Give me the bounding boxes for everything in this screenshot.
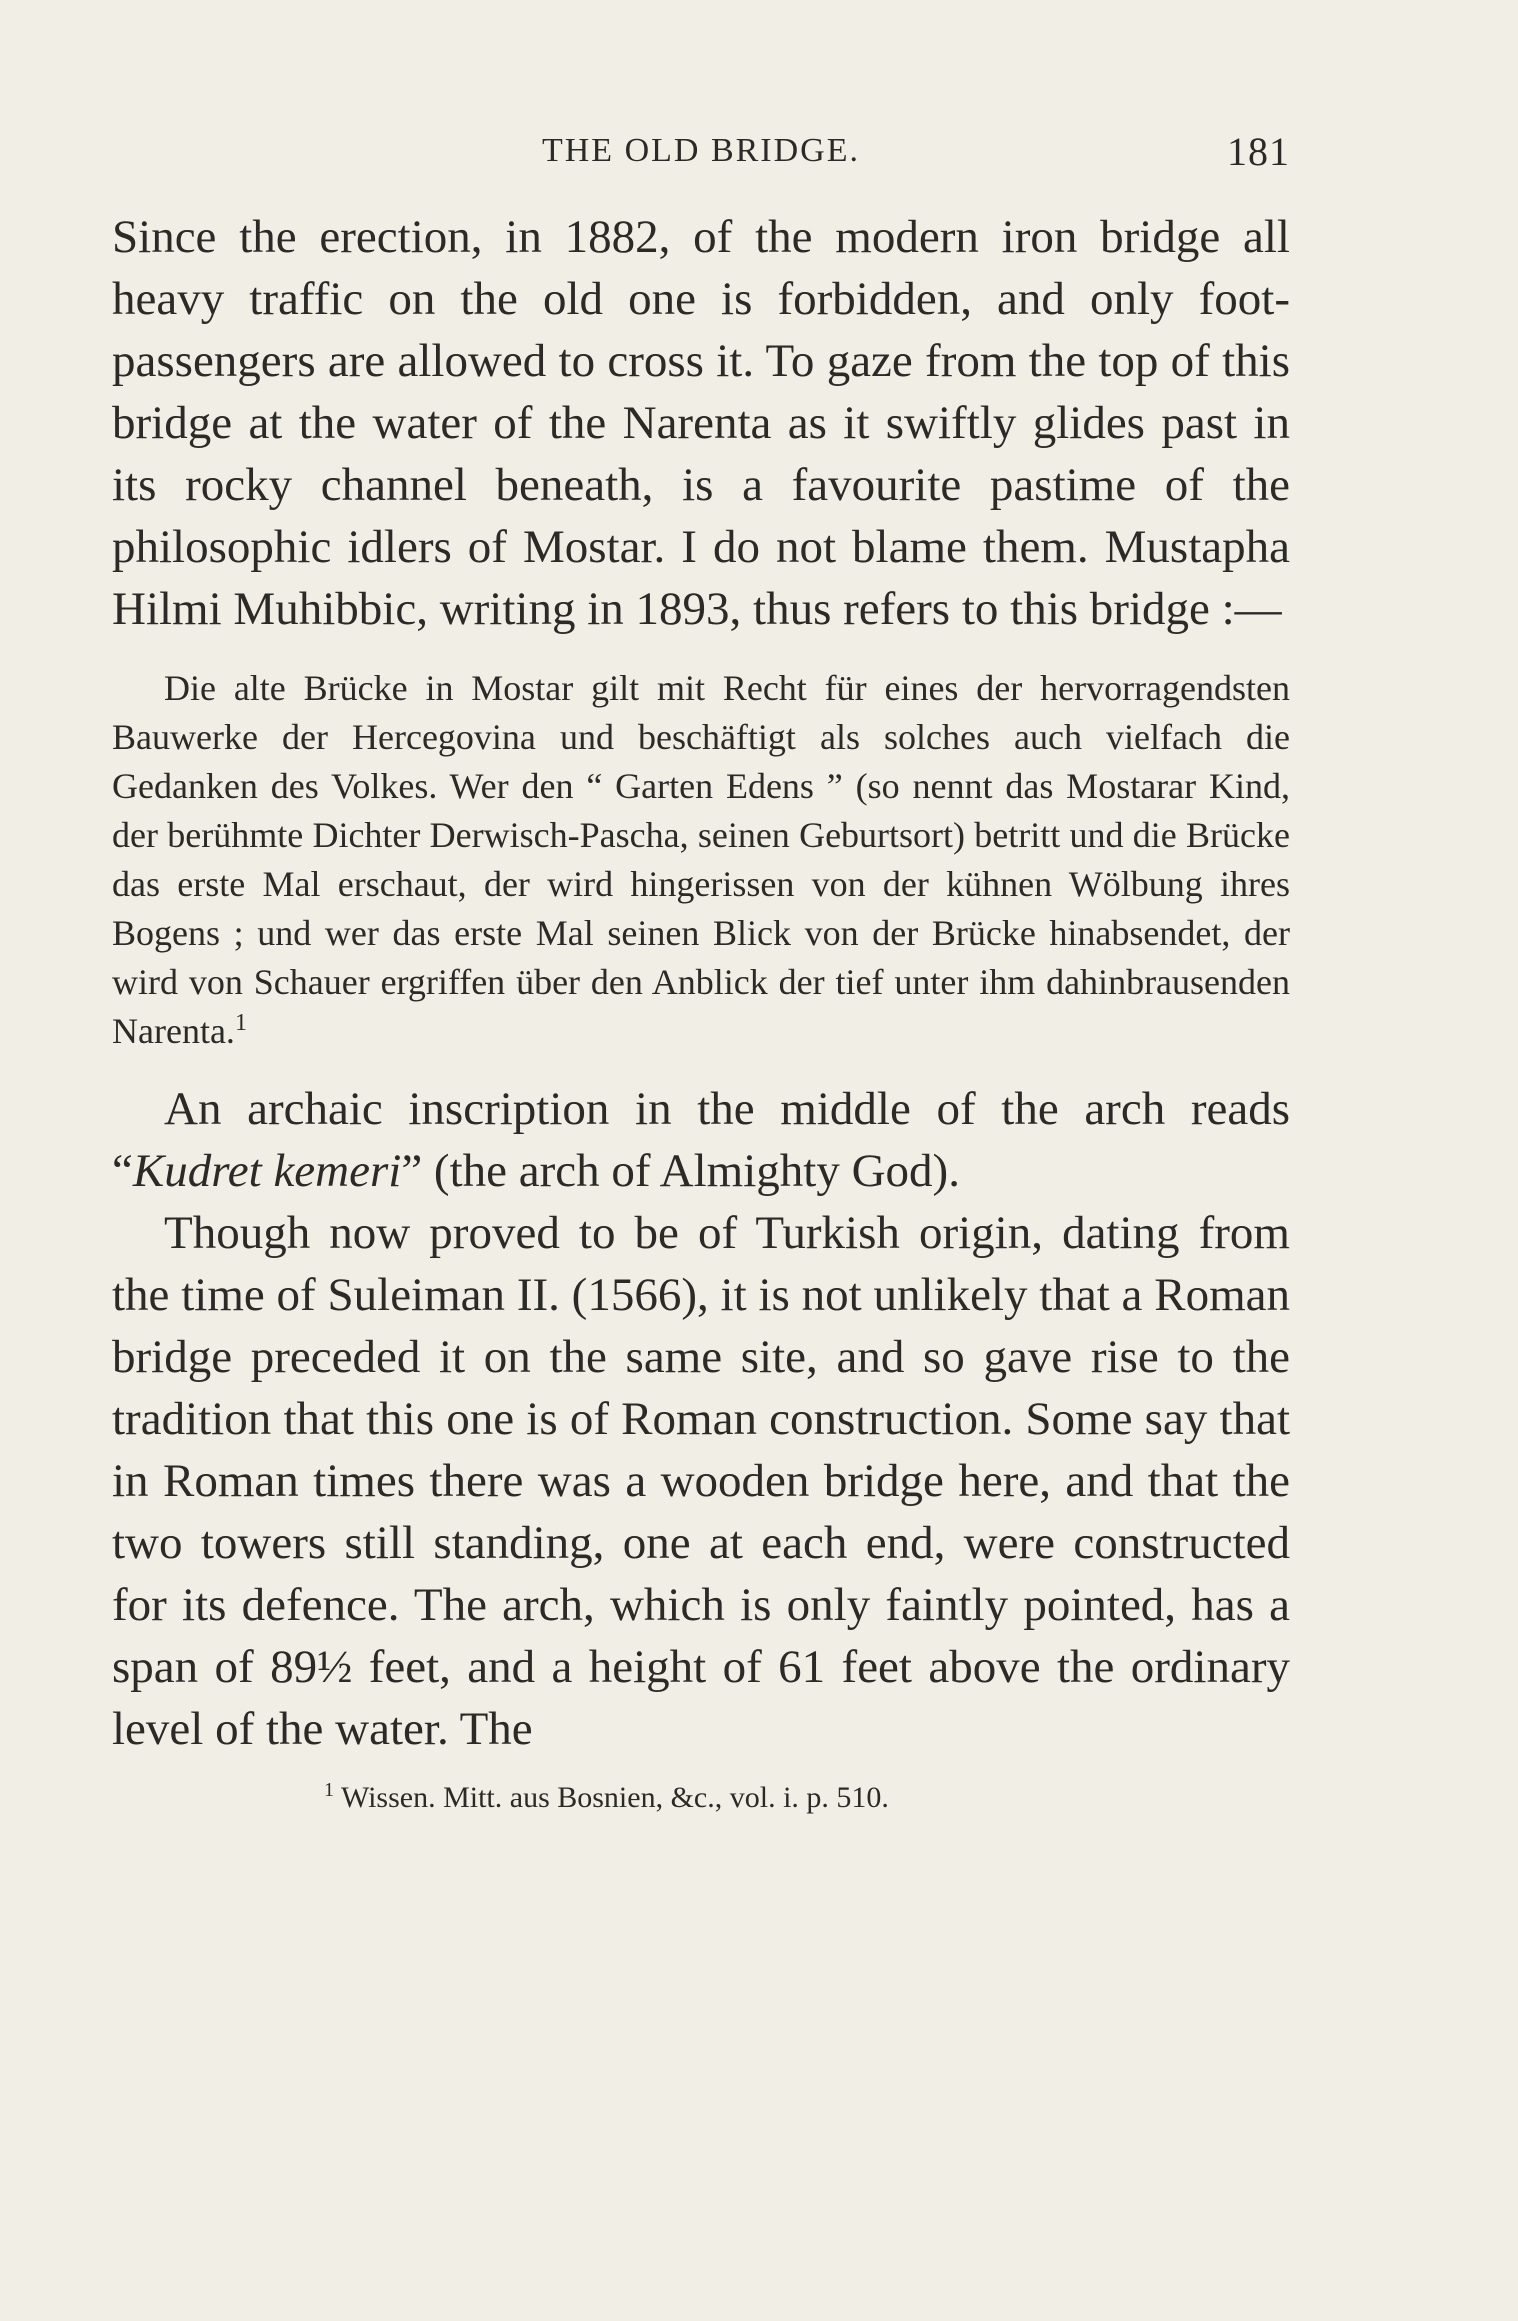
quote-text: Die alte Brücke in Mostar gilt mit Recht für eines der hervorragendsten Bauwerke der Hercegovina und beschäftigt als solches auch vielfach die Gedanken des Volkes. Wer den “ Garten Edens ” (so nennt das Mostarar Kind, der berühmte Dichter Derwisch-Pascha, seinen Geburtsort) betritt und die Brücke das erste Mal erschaut, der wird hingerissen von der kühnen Wölbung ihres Bogens ; und wer das erste Mal seinen Blick von der Brücke hinabsendet, der wird von Schauer ergriffen über den Anblick der tief unter ihm dahinbrausenden Narenta. <box>112 668 1290 1051</box>
paragraph-2-before: An archaic inscription in the middle of the arch reads “ <box>112 1083 1290 1197</box>
inscription-text: Kudret kemeri <box>132 1145 402 1197</box>
footnote-marker: 1 <box>324 1779 334 1801</box>
footnote-text: Wissen. Mitt. aus Bosnien, &c., vol. i. p. 510. <box>334 1781 889 1814</box>
chapter-title: THE OLD BRIDGE. <box>541 132 861 169</box>
paragraph-3: Though now proved to be of Turkish origin, dating from the time of Suleiman II. (1566), it is not unlikely that a Roman bridge preceded it on the same site, and so gave rise to the tradition that this one is of Roman construction. Some say that in Roman times there was a wooden bridge here, and that the two towers still standing, one at each end, were constructed for its defence. The arch, which is only faintly pointed, has a span of 89½ feet, and a height of 61 feet above the ordinary level of the water. The <box>112 1207 1290 1755</box>
paragraph-2-after: ” (the arch of Almighty God). <box>401 1145 960 1197</box>
book-page <box>112 128 1290 1818</box>
paragraph-2 <box>112 1078 1290 1202</box>
footnote <box>112 1770 1290 1818</box>
block-quote <box>112 664 1290 1056</box>
page-number: 181 <box>1227 129 1290 174</box>
running-head <box>112 128 1290 188</box>
footnote-reference[interactable]: 1 <box>234 1010 247 1036</box>
paragraph-1: Since the erection, in 1882, of the modern iron bridge all heavy traffic on the old one is forbidden, and only foot-passengers are allowed to cross it. To gaze from the top of this bridge at the water of the Narenta as it swiftly glides past in its rocky channel beneath, is a favourite pastime of the philosophic idlers of Mostar. I do not blame them. Mustapha Hilmi Muhibbic, writing in 1893, thus refers to this bridge :— <box>112 211 1290 635</box>
